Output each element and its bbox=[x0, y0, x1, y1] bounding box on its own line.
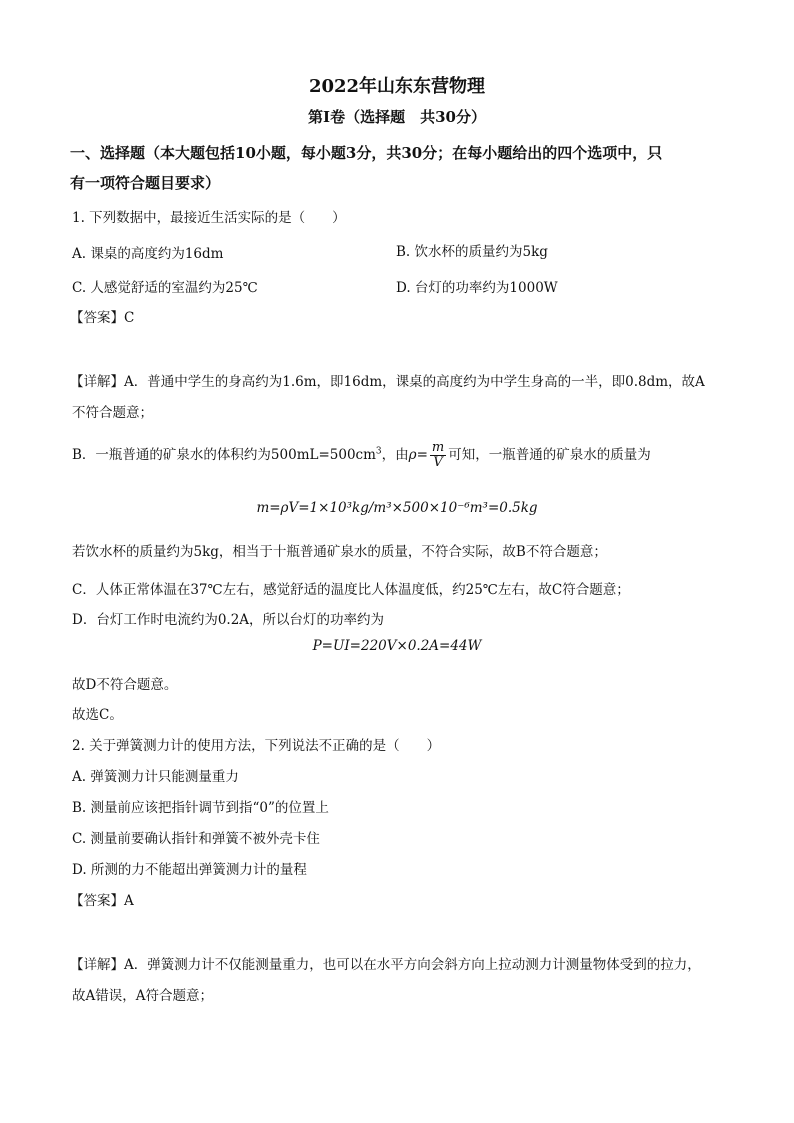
formula-mass: m=ρV=1×10³kg/m³×500×10⁻⁶m³=0.5kg bbox=[256, 500, 538, 516]
fraction-m-over-v bbox=[430, 441, 446, 470]
question-2-detail-line-2: 故A错误，A符合题意； bbox=[72, 988, 213, 1004]
question-1-detail-a-line-2: 不符合题意； bbox=[72, 405, 153, 421]
answer-value: A bbox=[124, 893, 134, 909]
answer-tag: 【答案】 bbox=[70, 893, 124, 909]
answer-value: C bbox=[124, 310, 135, 326]
section-title-line-1: 一、选择题（本大题包括10小题，每小题3分，共30分；在每小题给出的四个选项中，只 bbox=[70, 144, 663, 162]
question-2-option-b: B. 测量前应该把指针调节到指“0”的位置上 bbox=[72, 800, 329, 816]
detail-b-before: B．一瓶普通的矿泉水的体积约为500mL=500cm bbox=[72, 447, 376, 463]
question-2-option-a: A. 弹簧测力计只能测量重力 bbox=[72, 769, 239, 785]
question-1-detail-a-line-1: 【详解】A．普通中学生的身高约为1.6m，即16dm，课桌的高度约为中学生身高的一半，即0.8dm，故A bbox=[70, 374, 705, 390]
question-2-option-c: C. 测量前要确认指针和弹簧不被外壳卡住 bbox=[72, 831, 320, 847]
formula-rho: ρ= bbox=[408, 447, 428, 463]
question-1-option-a: A. 课桌的高度约为16dm bbox=[72, 246, 224, 262]
question-1-option-c: C. 人感觉舒适的室温约为25℃ bbox=[72, 280, 258, 296]
question-1-option-b: B. 饮水杯的质量约为5kg bbox=[396, 244, 548, 260]
question-1-option-d: D. 台灯的功率约为1000W bbox=[396, 280, 558, 296]
section-title-line-2: 有一项符合题目要求） bbox=[70, 174, 221, 192]
fraction-denominator: V bbox=[433, 455, 443, 470]
question-1-detail-d-2: 故D不符合题意。 bbox=[72, 677, 178, 693]
question-2-answer bbox=[70, 889, 134, 909]
question-1-conclusion: 故选C。 bbox=[72, 707, 123, 723]
detail-b-superscript: 3 bbox=[375, 446, 382, 457]
question-2-option-d: D. 所测的力不能超出弹簧测力计的量程 bbox=[72, 862, 307, 878]
question-2-detail-line-1: 【详解】A．弹簧测力计不仅能测量重力，也可以在水平方向会斜方向上拉动测力计测量物体受到的拉力， bbox=[70, 957, 701, 973]
document-title: 2022年山东东营物理 bbox=[308, 76, 486, 97]
question-1-detail-c: C．人体正常体温在37℃左右，感觉舒适的温度比人体温度低，约25℃左右，故C符合题意； bbox=[72, 582, 630, 598]
formula-power: P=UI=220V×0.2A=44W bbox=[312, 638, 482, 654]
detail-b-after: 可知，一瓶普通的矿泉水的质量为 bbox=[448, 447, 651, 463]
question-1-stem: 1. 下列数据中，最接近生活实际的是（ ） bbox=[72, 210, 346, 226]
question-1-detail-b-2: 若饮水杯的质量约为5kg，相当于十瓶普通矿泉水的质量，不符合实际，故B不符合题意； bbox=[72, 544, 607, 560]
fraction-numerator: m bbox=[431, 440, 445, 455]
question-2-stem: 2. 关于弹簧测力计的使用方法，下列说法不正确的是（ ） bbox=[72, 738, 441, 754]
part-title: 第Ⅰ卷（选择题 共30分） bbox=[308, 108, 486, 126]
question-1-detail-d: D．台灯工作时电流约为0.2A，所以台灯的功率约为 bbox=[72, 612, 385, 628]
question-1-answer bbox=[70, 306, 134, 326]
answer-tag: 【答案】 bbox=[70, 310, 124, 326]
detail-b-mid: ，由 bbox=[381, 447, 409, 463]
question-1-detail-b bbox=[72, 441, 651, 470]
